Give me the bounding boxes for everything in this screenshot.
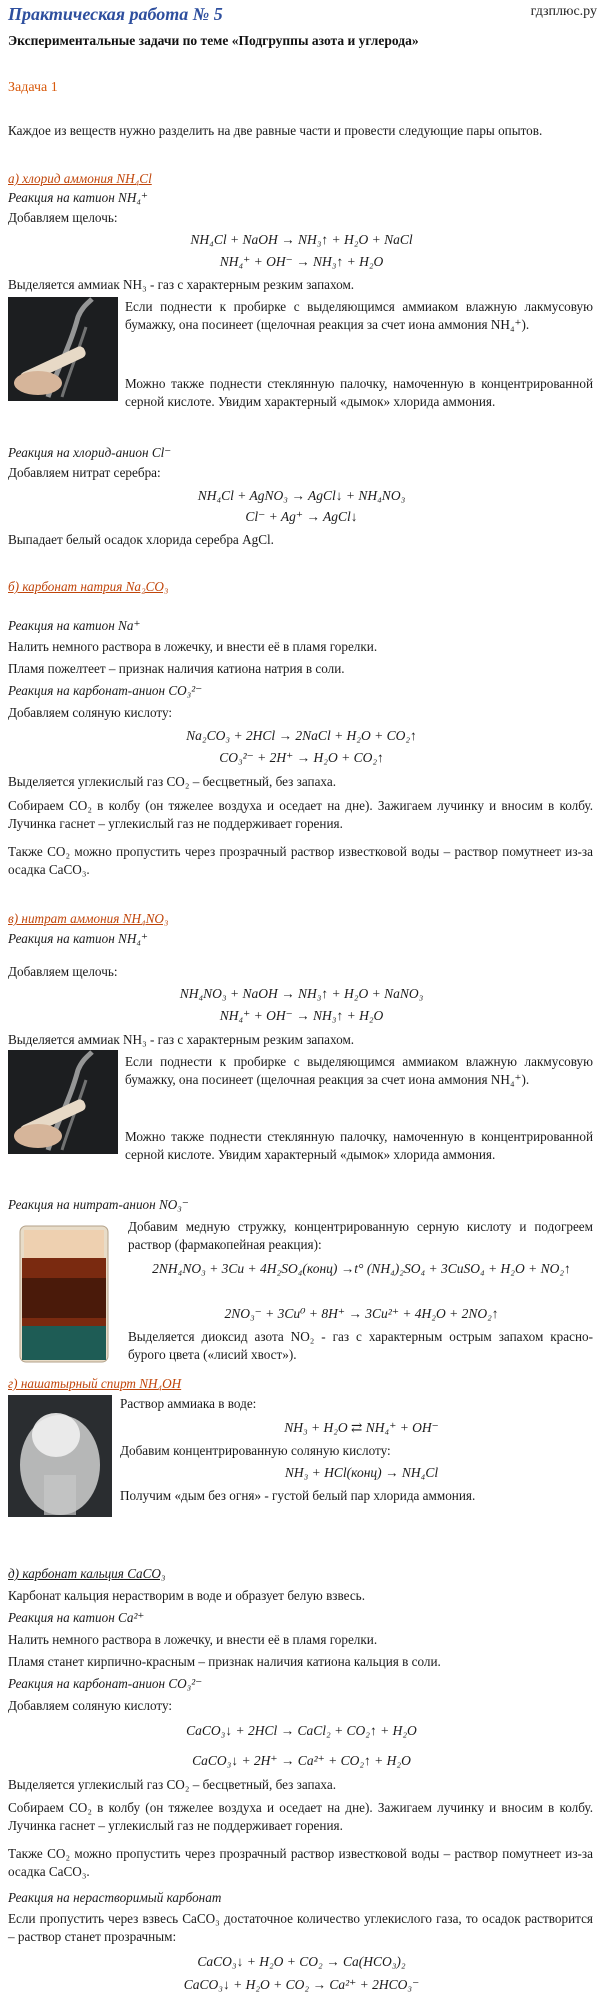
section-e-paragraph-3: Если пропустить через взвесь CaCO₃ достаточное количество углекислого газа, то осадок растворится – раствор станет прозрачным:: [8, 1911, 593, 1945]
section-d-equation-1: NH₃ + H₂O ⇄ NH₄⁺ + OH⁻: [284, 1420, 439, 1435]
section-c-equation-4: 2NO₃⁻ + 3Cu⁰ + 8H⁺ → 3Cu²⁺ + 4H₂O + 2NO₂↑: [224, 1306, 499, 1321]
section-c-heading: в) нитрат аммония NH₄NO₃: [8, 911, 169, 926]
section-e-equation-1: CaCO₃↓ + 2HCl → CaCl₂ + CO₂↑ + H₂O: [186, 1723, 417, 1738]
section-c-equation-3: 2NH₄NO₃ + 3Cu + 4H₂SO₄(конц) →t° (NH₄)₂SO₄ + 3CuSO₄ + H₂O + NO₂↑: [152, 1261, 571, 1276]
section-e-heading: д) карбонат кальция CaCO₃: [8, 1566, 166, 1581]
section-c-reaction-1: Реакция на катион NH₄⁺: [8, 931, 148, 946]
intro-text: Каждое из веществ нужно разделить на две равные части и провести следующие пары опытов.: [8, 123, 543, 138]
section-a-line-4: Выпадает белый осадок хлорида серебра AgCl.: [8, 532, 274, 547]
section-a-equation-3: NH₄Cl + AgNO₃ → AgCl↓ + NH₄NO₃: [197, 488, 406, 503]
section-c-paragraph-3: Добавим медную стружку, концентрированную серную кислоту и подогреем раствор (фармакопейная реакция):: [128, 1219, 593, 1253]
section-c-line-1: Добавляем щелочь:: [8, 964, 118, 979]
section-e-reaction-3: Реакция на нерастворимый карбонат: [8, 1890, 222, 1905]
task-heading: Задача 1: [8, 80, 58, 95]
section-e-line-3: Пламя станет кирпично-красным – признак наличия катиона кальция в соли.: [8, 1654, 441, 1669]
section-b-reaction-2: Реакция на карбонат-анион CO₃²⁻: [8, 683, 203, 698]
section-b-equation-2: CO₃²⁻ + 2H⁺ → H₂O + CO₂↑: [219, 750, 384, 765]
section-d-heading: г) нашатырный спирт NH₄OH: [8, 1376, 182, 1391]
section-d-equation-2: NH₃ + HCl(конц) → NH₄Cl: [284, 1465, 439, 1480]
section-e-paragraph-1: Собираем CO₂ в колбу (он тяжелее воздуха и оседает на дне). Зажигаем лучинку и вносим в колбу. Лучинка гаснет – углекислый газ не поддерживает горения.: [8, 1800, 593, 1834]
section-a-equation-2: NH₄⁺ + OH⁻ → NH₃↑ + H₂O: [219, 254, 384, 269]
section-e-equation-4: CaCO₃↓ + H₂O + CO₂ → Ca²⁺ + 2HCO₃⁻: [183, 1977, 420, 1992]
section-c-reaction-2: Реакция на нитрат-анион NO₃⁻: [8, 1197, 189, 1212]
section-a-reaction-2: Реакция на хлорид-анион Cl⁻: [8, 445, 172, 460]
section-a-paragraph-1: Если поднести к пробирке с выделяющимся аммиаком влажную лакмусовую бумажку, она посинеет (щелочная реакция за счет иона аммония NH₄⁺).: [125, 299, 593, 333]
section-a-line-1: Добавляем щелочь:: [8, 210, 118, 225]
section-b-heading: б) карбонат натрия Na₂CO₃: [8, 579, 169, 594]
section-b-paragraph-2: Также CO₂ можно пропустить через прозрачный раствор известковой воды – раствор помутнеет из-за осадка CaCO₃.: [8, 844, 593, 878]
section-d-line-1: Раствор аммиака в воде:: [120, 1396, 257, 1411]
section-a-line-3: Добавляем нитрат серебра:: [8, 465, 161, 480]
section-a-equation-4: Cl⁻ + Ag⁺ → AgCl↓: [245, 509, 358, 524]
section-a-line-2: Выделяется аммиак NH₃ - газ с характерным резким запахом.: [8, 277, 355, 292]
section-d-line-2: Добавим концентрированную соляную кислоту:: [120, 1443, 391, 1458]
section-a-heading: а) хлорид аммония NH₄Cl: [8, 171, 152, 186]
section-c-line-2: Выделяется аммиак NH₃ - газ с характерным резким запахом.: [8, 1032, 355, 1047]
section-d-line-3: Получим «дым без огня» - густой белый пар хлорида аммония.: [120, 1488, 476, 1503]
section-b-line-2: Пламя пожелтеет – признак наличия катиона натрия в соли.: [8, 661, 345, 676]
page-title: Практическая работа № 5: [8, 4, 223, 24]
section-e-line-4: Добавляем соляную кислоту:: [8, 1698, 173, 1713]
section-e-line-5: Выделяется углекислый газ CO₂ – бесцветный, без запаха.: [8, 1777, 336, 1792]
section-e-equation-2: CaCO₃↓ + 2H⁺ → Ca²⁺ + CO₂↑ + H₂O: [192, 1753, 411, 1768]
section-a-paragraph-2: Можно также поднести стеклянную палочку, намоченную в концентрированной серной кислоте. Увидим характерный «дымок» хлорида аммония.: [125, 376, 593, 410]
ammonia-smoke-photo: [8, 1395, 112, 1517]
section-e-reaction-1: Реакция на катион Ca²⁺: [8, 1610, 145, 1625]
section-b-equation-1: Na₂CO₃ + 2HCl → 2NaCl + H₂O + CO₂↑: [186, 728, 417, 743]
section-a-reaction-1: Реакция на катион NH₄⁺: [8, 190, 148, 205]
ammonia-test-photo: [8, 297, 118, 401]
section-c-paragraph-1: Если поднести к пробирке с выделяющимся аммиаком влажную лакмусовую бумажку, она посинеет (щелочная реакция за счет иона аммония NH₄⁺).: [125, 1054, 593, 1088]
section-b-reaction-1: Реакция на катион Na⁺: [8, 618, 141, 633]
section-e-line-1: Карбонат кальция нерастворим в воде и образует белую взвесь.: [8, 1588, 365, 1603]
section-e-equation-3: CaCO₃↓ + H₂O + CO₂ → Ca(HCO₃)₂: [197, 1954, 406, 1969]
section-c-equation-1: NH₄NO₃ + NaOH → NH₃↑ + H₂O + NaNO₃: [179, 986, 424, 1001]
section-c-paragraph-4: Выделяется диоксид азота NO₂ - газ с характерным острым запахом красно-бурого цвета («лисий хвост»).: [128, 1329, 593, 1363]
ammonia-test-photo-2: [8, 1050, 118, 1154]
site-name: гдзплюс.ру: [530, 4, 597, 19]
section-a-equation-1: NH₄Cl + NaOH → NH₃↑ + H₂O + NaCl: [190, 232, 413, 247]
section-e-paragraph-2: Также CO₂ можно пропустить через прозрачный раствор известковой воды – раствор помутнеет из-за осадка CaCO₃.: [8, 1846, 593, 1880]
section-b-paragraph-1: Собираем CO₂ в колбу (он тяжелее воздуха и оседает на дне). Зажигаем лучинку и вносим в колбу. Лучинка гаснет – углекислый газ не поддерживает горения.: [8, 798, 593, 832]
section-b-line-3: Добавляем соляную кислоту:: [8, 705, 173, 720]
section-b-line-4: Выделяется углекислый газ CO₂ – бесцветный, без запаха.: [8, 774, 336, 789]
section-c-equation-2: NH₄⁺ + OH⁻ → NH₃↑ + H₂O: [219, 1008, 384, 1023]
page-subtitle: Экспериментальные задачи по теме «Подгруппы азота и углерода»: [8, 33, 419, 48]
section-c-paragraph-2: Можно также поднести стеклянную палочку, намоченную в концентрированной серной кислоте. Увидим характерный «дымок» хлорида аммония.: [125, 1129, 593, 1163]
beaker-photo: [8, 1218, 120, 1368]
section-e-reaction-2: Реакция на карбонат-анион CO₃²⁻: [8, 1676, 203, 1691]
section-e-line-2: Налить немного раствора в ложечку, и внести её в пламя горелки.: [8, 1632, 378, 1647]
section-b-line-1: Налить немного раствора в ложечку, и внести её в пламя горелки.: [8, 639, 378, 654]
